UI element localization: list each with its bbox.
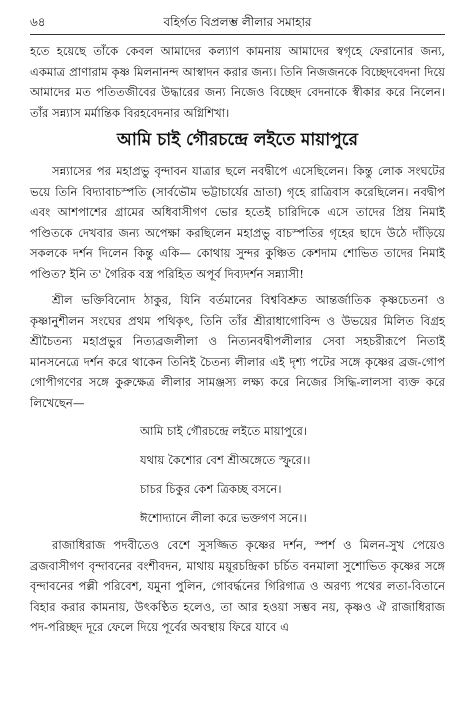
verse-block [30, 417, 445, 533]
verse-line: চাচর চিকুর কেশ ত্রিকচ্ছ বসনে। [140, 482, 282, 496]
paragraph-intro: হতে হয়েছে তাঁকে কেবল আমাদের কল্যাণ কামনায় আমাদের স্বগৃহে ফেরানোর জন্য, একমাত্র প্রাণারাম কৃষ্ণ মিলনানন্দ আস্বাদন করার জন্য। তিনি নিজজনকে বিচ্ছেদবেদনা দিয়ে আমাদের মত পতিতজীবের উদ্ধারের জন্য নিজেও বিচ্ছেদ বেদনাকে স্বীকার করে নিলেন। তাঁর সন্ন্যাস মর্মান্তিক বিরহবেদনার অগ্নিশিখা। [30, 44, 445, 120]
verse-line: ঈশোদ্যানে লীলা করে ভক্তগণ সনে।। [140, 511, 307, 525]
section-heading: আমি চাই গৌরচন্দ্রে লইতে মায়াপুরে [117, 130, 358, 150]
paragraph-rajadhiraja: রাজাধিরাজ পদবীতেও বেশে সুসজ্জিত কৃষ্ণের দর্শন, স্পর্শ ও মিলন-সুখ পেয়েও ব্রজবাসীগণ বৃন্দাবনের বংশীবদন, মাথায় ময়ূরচন্দ্রিকা চর্চিত বনমালা সুশোভিত কৃষ্ণের সঙ্গে বৃন্দাবনের পল্লী পরিবেশ, যমুনা পুলিন, গোবর্দ্ধনের গিরিগাত্র ও অরণ্য পথের লতা-বিতানে বিহার করার কামনায়, উৎকণ্ঠিত হলেও, তা আর হওয়া সম্ভব নয়, কৃষ্ণও ঐ রাজাধিরাজ পদ-পরিচ্ছদ দূরে ফেলে দিয়ে পূর্বের অবস্থায় ফিরে যাবে এ [30, 538, 445, 634]
running-header [30, 14, 445, 35]
paragraph-bhaktivinoda: শ্রীল ভক্তিবিনোদ ঠাকুর, যিনি বর্তমানের বিশ্ববিশ্রুত আন্তর্জাতিক কৃষ্ণচেতনা ও কৃষ্ণানুশীলন সংঘের প্রথম পথিকৃৎ, তিনি তাঁর শ্রীরাধাগোবিন্দ ও উভয়ের মিলিত বিগ্রহ শ্রীচৈতন্য মহাপ্রভুর নিত্যব্রজলীলা ও নিত্যনবদ্বীপলীলার সেবা সহচরীরূপে নিতাই মানসনেত্রে দর্শন করে থাকেন তিনিই চৈতন্য লীলার এই দৃশ্য পটের সঙ্গে কৃষ্ণের ব্রজ-গোপ গোপীগণের সঙ্গে কুরুক্ষেত্র লীলার সামঞ্জস্য লক্ষ্য করে নিজের সিদ্ধি-লালসা ব্যক্ত করে লিখেছেন— [30, 293, 445, 410]
running-title: বহির্গত বিপ্রলম্ভ লীলার সমাহার [163, 15, 312, 29]
verse-line: আমি চাই গৌরচন্দ্রে লইতে মায়াপুরে। [140, 424, 308, 438]
verse-line: যথায় কৈশোর বেশ শ্রীঅঙ্গেতে স্ফুরে।। [140, 453, 311, 467]
paragraph-sannyasa: সন্ন্যাসের পর মহাপ্রভু বৃন্দাবন যাত্রার ছলে নবদ্বীপে এসেছিলেন। কিন্তু লোক সংঘটের ভয়ে তিনি বিদ্যাবাচস্পতি (সার্বভৌম ভট্টাচার্যের ভ্রাতা) গৃহে রাত্রিবাস করেছিলেন। নবদ্বীপ এবং আশপাশের গ্রামের অধিবাসীগণ ভোর হতেই চারিদিকে এসে তাদের প্রিয় নিমাই পণ্ডিতকে দেখবার জন্য অপেক্ষা করছিলেন মহাপ্রভু বাচস্পতির গৃহের ছাদে উঠে দাঁড়িয়ে সকলকে দর্শন দিলেন কিন্তু একি— কোথায় সুন্দর কুঞ্চিত কেশদাম শোভিত তাদের নিমাই পণ্ডিত? ইনি ত' গৈরিক বস্ত্র পরিহিত অপূর্ব দিব্যদর্শন সন্ন্যাসী! [30, 164, 445, 281]
page-number: ৬৪ [30, 15, 46, 29]
